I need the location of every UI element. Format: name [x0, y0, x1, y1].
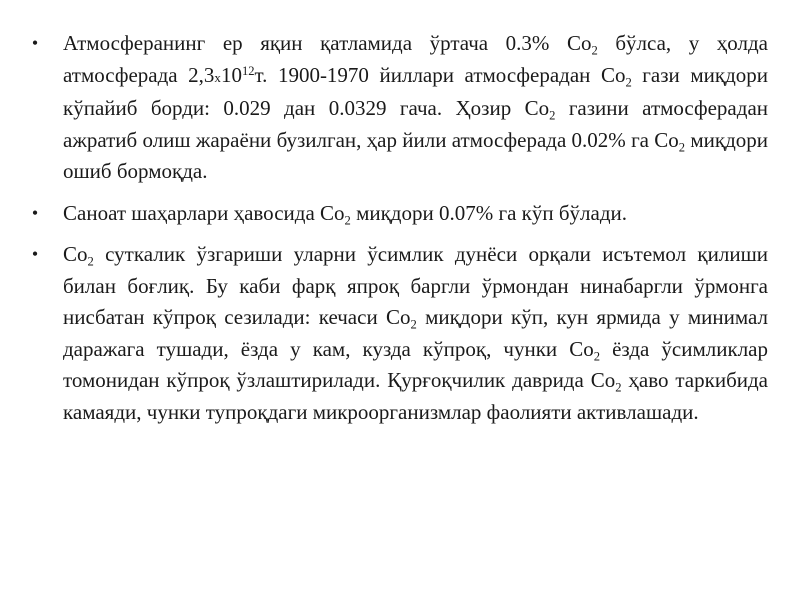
bullet-item-1	[30, 28, 768, 188]
subscript: 2	[591, 43, 598, 58]
text-run: миқдори 0.07% га кўп бўлади.	[350, 200, 628, 225]
text-run: ҳаво таркибида камаяди, чунки тупроқдаги микроорганизмлар фаолияти активлашади.	[63, 368, 768, 424]
text-run: Атмосферанинг ер яқин қатламида ўртача 0.3% Со	[63, 31, 592, 55]
text-run: 10	[220, 62, 242, 87]
bullet-dot-icon: •	[31, 202, 39, 223]
text-run: гази миқдори кўпайиб борди: 0.029 дан 0.0329 гача. Ҳозир Со	[63, 62, 768, 120]
bullet-item-3	[30, 239, 768, 428]
subscript: 2	[615, 380, 622, 395]
superscript: 12	[241, 63, 255, 78]
subscript: 2	[549, 108, 556, 123]
bullet-list	[30, 28, 768, 438]
bullet-text	[63, 239, 768, 428]
text-run: миқдори кўп, кун ярмида у минимал даражага тушади, ёзда у кам, кузда кўпроқ, чунки Со	[63, 305, 769, 361]
bullet-text	[63, 198, 768, 230]
text-run: ёзда ўсимликлар томонидан кўпроқ ўзлаштирилади. Қурғоқчилик даврида Со	[63, 336, 768, 392]
text-run: Со	[63, 242, 88, 266]
subscript: 2	[678, 139, 686, 154]
text-run: суткалик ўзгариши уларни ўсимлик дунёси орқали исътемол қилиши билан боғлиқ. Бу каби фарқ япроқ баргли ўрмондан нинабаргли ўрмонга нисбатан кўпроқ сезилади: кечаси Со	[63, 242, 768, 329]
bullet-text	[63, 28, 768, 188]
subscript: 2	[625, 74, 632, 89]
text-run: Саноат шаҳарлари ҳавосида Со	[63, 200, 345, 225]
bullet-dot-icon: •	[31, 244, 39, 264]
times-sign: х	[214, 69, 221, 85]
text-run: миқдори ошиб бормоқда.	[63, 127, 768, 183]
bullet-item-2	[30, 198, 768, 230]
subscript: 2	[410, 317, 417, 332]
bullet-dot-icon: •	[31, 33, 39, 53]
text-run: газини атмосферадан ажратиб олиш жараёни бузилган, ҳар йили атмосферада 0.02% га Со	[63, 96, 768, 152]
subscript: 2	[344, 212, 351, 227]
text-run: бўлса, у ҳолда атмосферада 2,3	[63, 31, 768, 87]
subscript: 2	[593, 348, 601, 363]
subscript: 2	[87, 254, 94, 269]
text-run: т. 1900-1970 йиллари атмосферадан Со	[254, 62, 626, 87]
